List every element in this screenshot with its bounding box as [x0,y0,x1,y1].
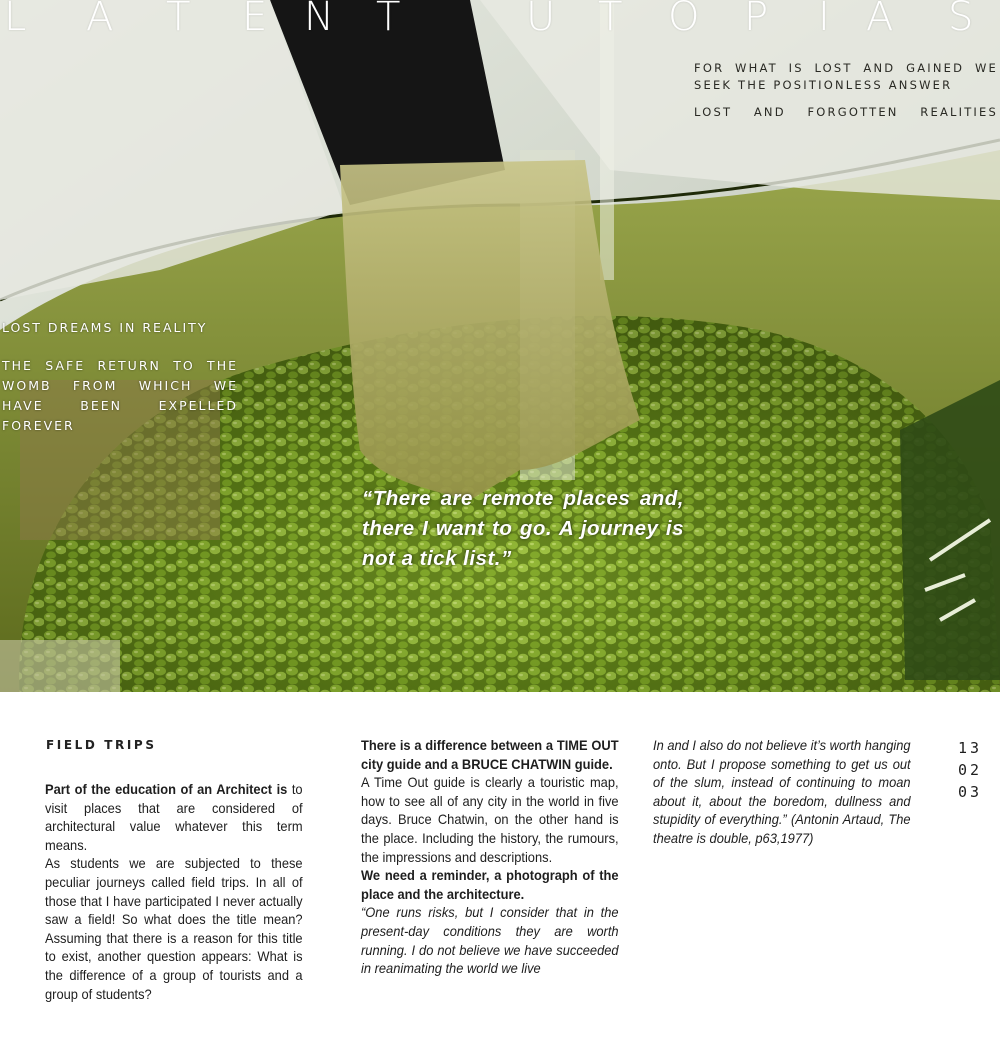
col2-heading-text: There is a difference between a TIME OUT city guide and a BRUCE CHATWIN guide. [361,737,619,772]
col1-paragraph-2: As students we are subjected to these peculiar journeys called field trips. In all of those that I have participated I never actually saw a field! So what does the title mean? Assuming that there is a reason for this title to exist, another question appears: What is the difference of a group of tourists and a group of students? [45,855,303,1002]
title-letter: E [242,0,268,40]
article-column-3 [653,736,911,848]
title-letter: P [744,0,769,40]
col2-quote-text: “One runs risks, but I consider that in the present-day conditions they are worth running. I do not believe we have succeeded in reanimating the world we live [361,904,619,977]
title-letter: O [668,0,700,40]
col2-paragraph-1: A Time Out guide is clearly a touristic map, how to see all of any city in the world in five days. Bruce Chatwin, on the other hand is the place. Including the history, the rumours, the impressions and descriptions. [361,774,619,865]
title-letter: A [86,0,114,40]
hero-quote: “There are remote places and, there I want to go. A journey is not a tick list.” [362,487,684,570]
page-numbers [958,737,982,803]
title-letter: T [598,0,623,40]
title-letter: A [866,0,894,40]
section-title: FIELD TRIPS [46,738,157,752]
col1-lead-bold: Part of the education of an Architect is [45,781,288,797]
col2-quote [361,903,619,977]
title-letter: I [818,0,830,40]
caption-safe-return: THE SAFE RETURN TO THE WOMB FROM WHICH WE HAVE BEEN EXPELLED FOREVER [2,358,238,433]
col3-quote-text: In and I also do not believe it’s worth hanging onto. But I propose something to get us out of the slum, instead of continuing to moan about it, about the boredom, dullness and stupidity of everything.” (Antonin Artaud, The theatre is double, p63,1977) [653,737,911,846]
tagline-forgotten: LOST AND FORGOTTEN REALITIES [694,105,998,119]
col1-paragraph-1 [45,780,303,854]
title-letter: S [948,0,974,40]
title-letter: U [526,0,556,40]
article-column-1 [45,780,303,1003]
tagline-positionless: FOR WHAT IS LOST AND GAINED WE SEEK THE POSITIONLESS ANSWER [694,61,998,92]
title-letter: N [304,0,334,40]
col2-bold-text: We need a reminder, a photograph of the place and the architecture. [361,867,619,902]
title-letter: T [376,0,401,40]
page-number: 02 [958,761,983,779]
col1-lead-rest: to visit places that are considered of architectural value whatever this term means. [45,781,303,853]
col2-bold-statement [361,866,619,903]
caption-lost-dreams: LOST DREAMS IN REALITY [2,320,208,335]
col2-heading [361,736,619,773]
title-letter: T [166,0,191,40]
page-number: 13 [958,739,983,757]
title-letter: L [4,0,27,40]
article-column-2 [361,736,619,978]
page-number: 03 [958,783,983,801]
col3-quote [653,736,911,848]
